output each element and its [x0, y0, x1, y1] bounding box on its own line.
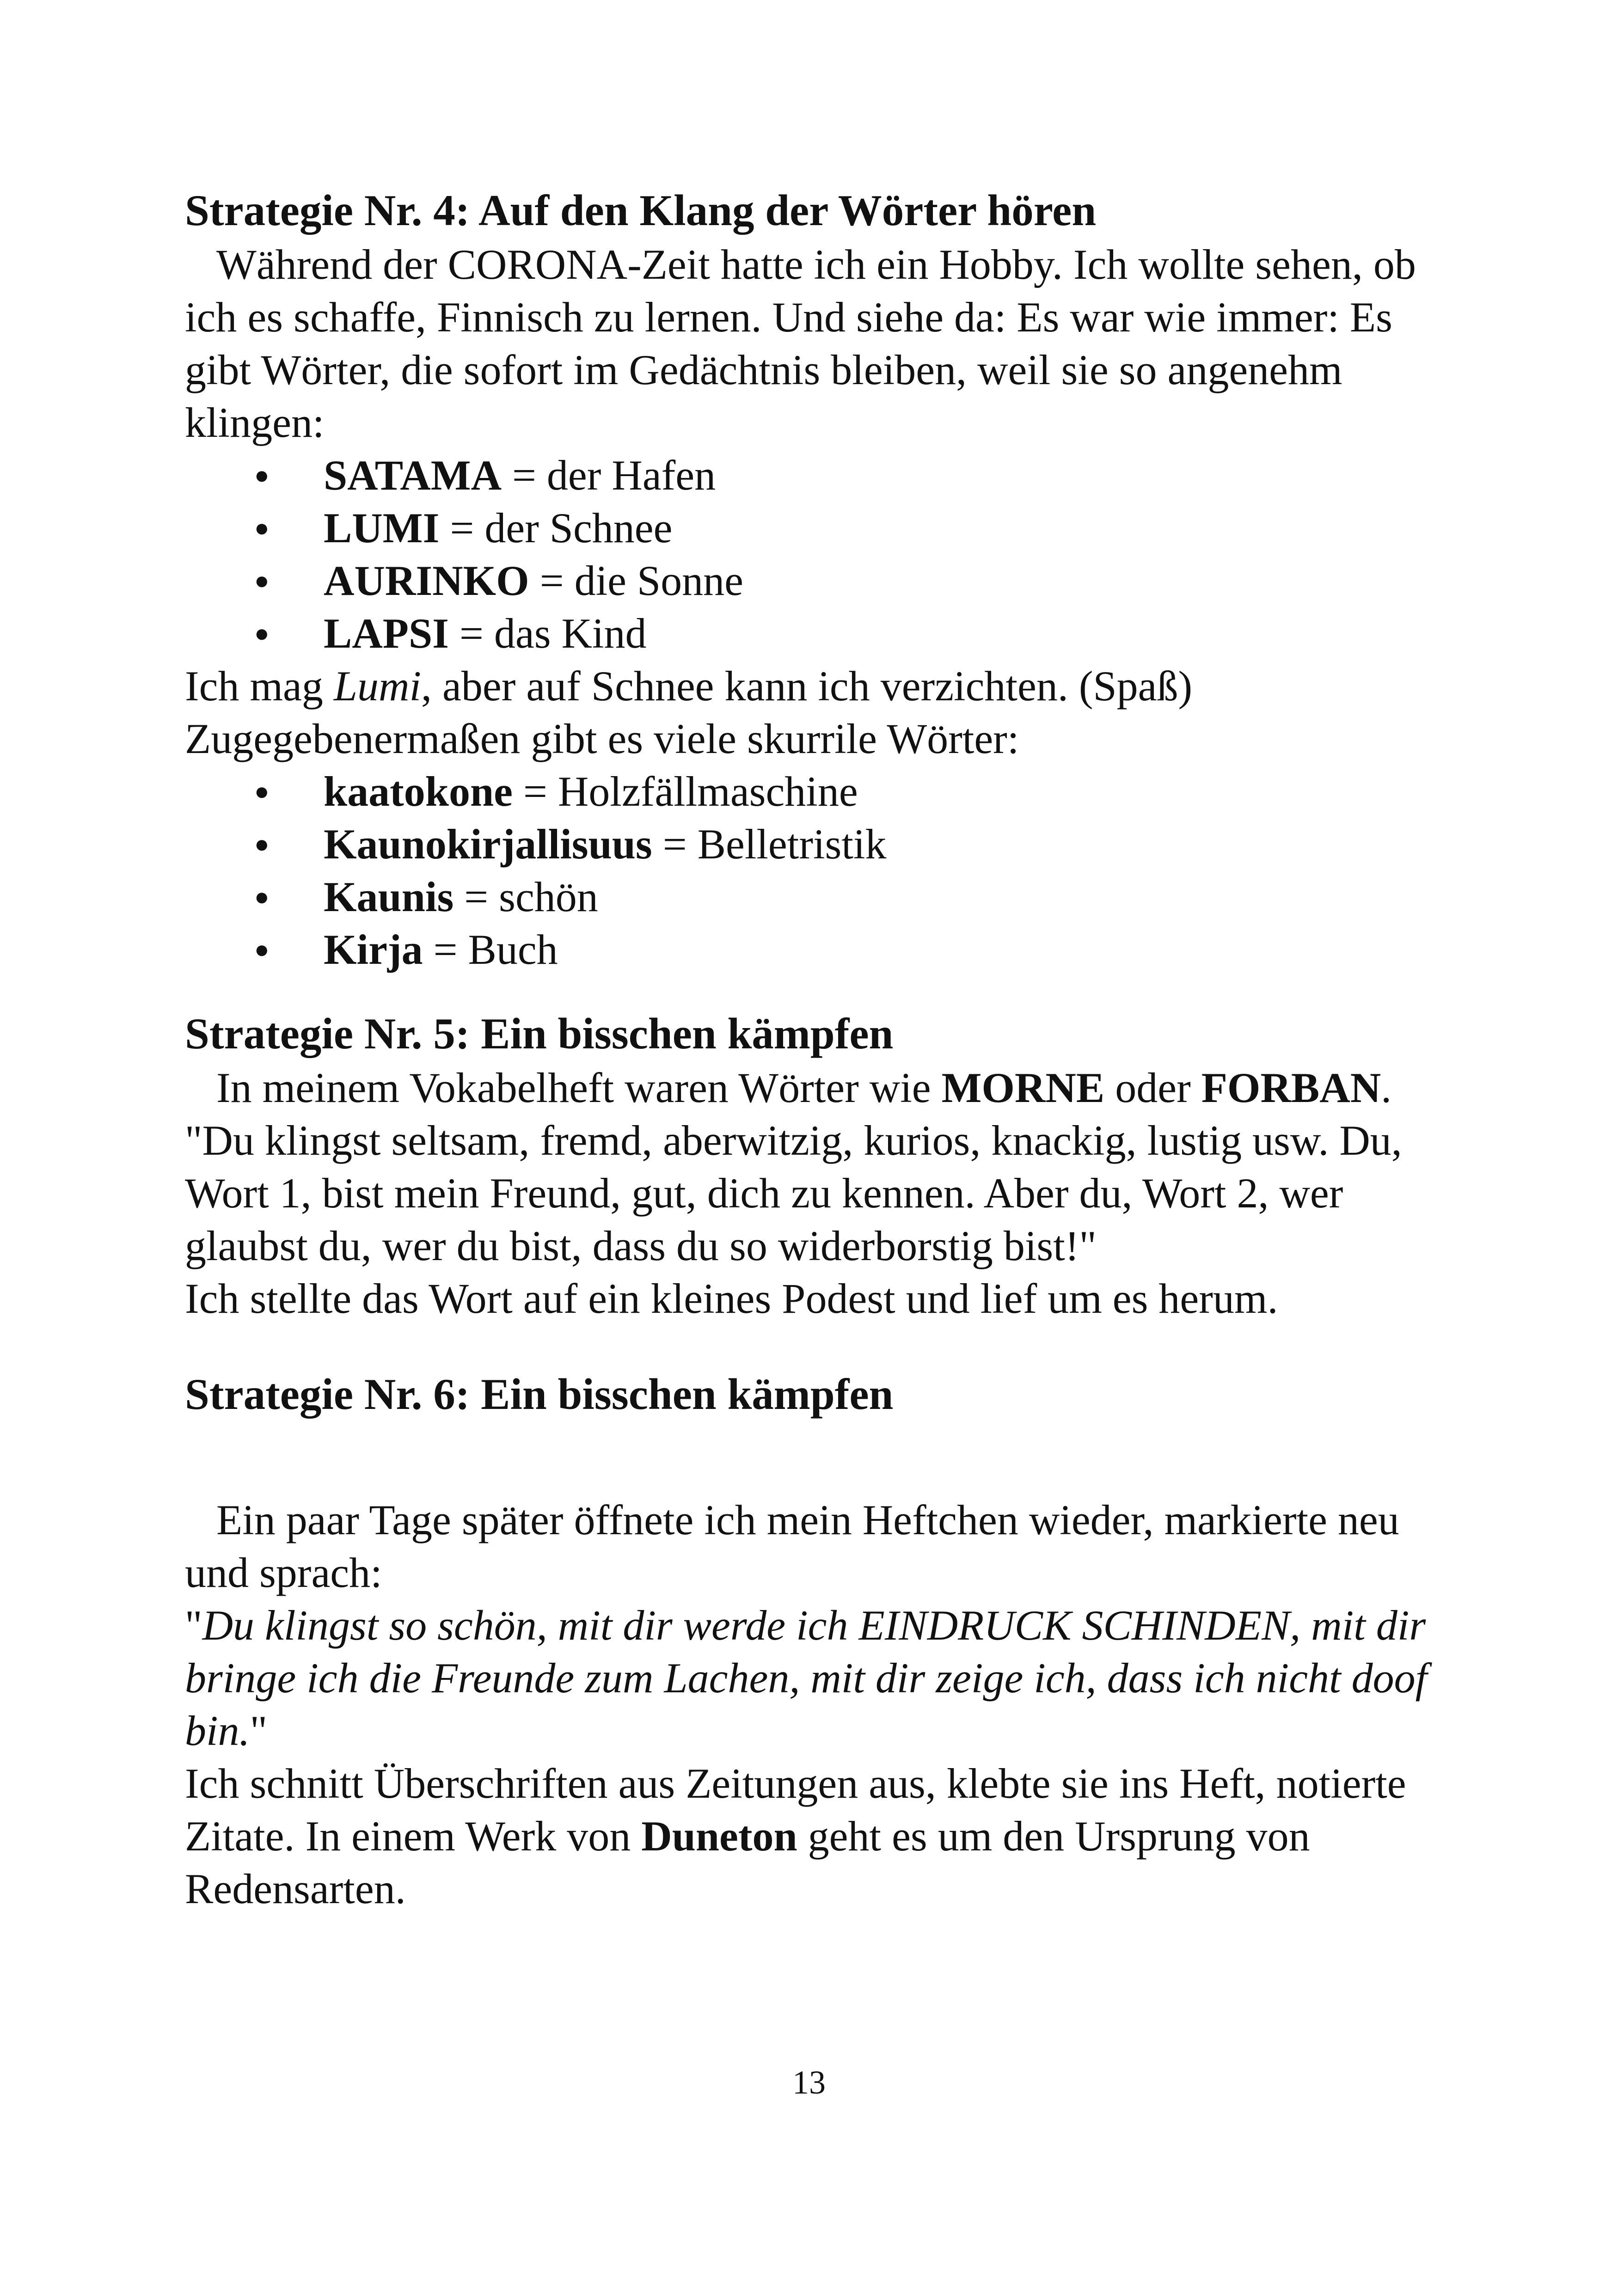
finnish-term: SATAMA: [324, 452, 502, 499]
section-heading-strategy-4: Strategie Nr. 4: Auf den Klang der Wörter hören: [185, 186, 1097, 235]
italic-word-lumi: Lumi: [333, 662, 422, 710]
list-item: [185, 554, 1461, 607]
bullet-icon: ●: [254, 830, 270, 858]
paragraph-duneton: [185, 1757, 1461, 1915]
paragraph-odd-words-intro: Zugegebenermaßen gibt es viele skurrile Wörter:: [185, 715, 1019, 762]
section-spacer: [185, 1325, 1461, 1366]
section-heading-strategy-5: Strategie Nr. 5: Ein bisschen kämpfen: [185, 1009, 894, 1058]
bullet-icon: ●: [254, 514, 270, 542]
finnish-term: LUMI: [324, 504, 440, 551]
list-item: [185, 765, 1461, 818]
bullet-icon: ●: [254, 778, 270, 805]
text-span: , aber auf Schnee kann ich verzichten. (Spaß): [421, 662, 1193, 710]
term-meaning: = die Sonne: [529, 557, 743, 604]
finnish-term: Kirja: [324, 926, 423, 973]
list-item: [185, 923, 1461, 976]
list-item: [185, 502, 1461, 554]
finnish-term: kaatokone: [324, 768, 513, 815]
finnish-odd-word-list: [185, 765, 1461, 976]
bold-word-forban: FORBAN: [1201, 1064, 1381, 1111]
text-span: oder: [1104, 1064, 1201, 1111]
bold-author-duneton: Duneton: [641, 1812, 797, 1860]
text-span: geht es um den Ursprung von Redensarten.: [185, 1812, 1310, 1912]
bullet-icon: ●: [254, 619, 270, 647]
text-span: In meinem Vokabelheft waren Wörter wie: [216, 1064, 942, 1111]
finnish-term: Kaunokirjallisuus: [324, 820, 652, 868]
term-meaning: = das Kind: [448, 610, 647, 657]
list-item: [185, 449, 1461, 502]
term-meaning: = Belletristik: [652, 820, 887, 868]
section-heading-strategy-6: Strategie Nr. 6: Ein bisschen kämpfen: [185, 1370, 894, 1419]
paragraph-corona-hobby: Während der CORONA-Zeit hatte ich ein Hobby. Ich wollte sehen, ob ich es schaffe, Finnisch zu lernen. Und siehe da: Es war wie immer: Es gibt Wörter, die sofort im Gedächtnis bleiben, weil sie so angenehm klingen:: [185, 241, 1416, 446]
list-item: [185, 818, 1461, 870]
term-meaning: = Holzfällmaschine: [512, 768, 858, 815]
bullet-icon: ●: [254, 936, 270, 963]
paragraph-lumi-joke: [185, 660, 1461, 712]
page-number: 13: [792, 2064, 826, 2101]
text-span: .: [1381, 1064, 1392, 1111]
bullet-icon: ●: [254, 461, 270, 489]
list-item: [185, 870, 1461, 923]
section-spacer: [185, 976, 1461, 1006]
list-item: [185, 607, 1461, 660]
section-spacer: [185, 1422, 1461, 1494]
term-meaning: = Buch: [423, 926, 558, 973]
italic-quote-text: Du klingst so schön, mit dir werde ich EINDRUCK SCHINDEN, mit dir bringe ich die Freunde zum Lachen, mit dir zeige ich, dass ich nicht doof bin.: [185, 1602, 1428, 1754]
term-meaning: = der Schnee: [439, 504, 673, 551]
bullet-icon: ●: [254, 567, 270, 594]
paragraph-notebook-again: Ein paar Tage später öffnete ich mein Heftchen wieder, markierte neu und sprach:: [185, 1496, 1399, 1596]
bold-word-morne: MORNE: [941, 1064, 1105, 1111]
quote-mark: ": [250, 1707, 268, 1754]
finnish-term: LAPSI: [324, 610, 449, 657]
paragraph-word-quote: "Du klingst seltsam, fremd, aberwitzig, kurios, knackig, lustig usw. Du, Wort 1, bist mein Freund, gut, dich zu kennen. Aber du, Wort 2, wer glaubst du, wer du bist, dass du so widerborstig bist!": [185, 1117, 1402, 1269]
finnish-pleasant-word-list: [185, 449, 1461, 660]
text-span: Ich schnitt Überschriften aus Zeitungen aus, klebte sie ins Heft, notierte Zitate. In einem Werk von: [185, 1760, 1406, 1860]
term-meaning: = der Hafen: [502, 452, 716, 499]
bullet-icon: ●: [254, 883, 270, 911]
paragraph-vocab-notebook: [185, 1061, 1461, 1114]
finnish-term: AURINKO: [324, 557, 529, 604]
finnish-term: Kaunis: [324, 873, 454, 920]
text-span: Ich mag: [185, 662, 334, 710]
term-meaning: = schön: [454, 873, 598, 920]
paragraph-italic-quote: [185, 1599, 1461, 1757]
quote-mark: ": [185, 1602, 202, 1649]
paragraph-podest: Ich stellte das Wort auf ein kleines Podest und lief um es herum.: [185, 1275, 1278, 1322]
page-content: [185, 183, 1461, 1915]
